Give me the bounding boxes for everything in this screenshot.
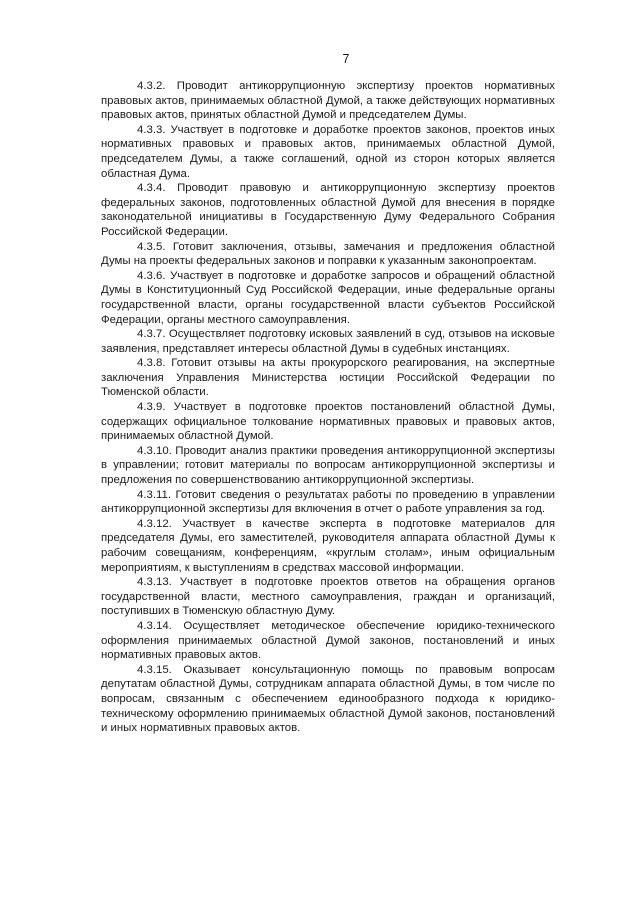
paragraph: 4.3.8. Готовит отзывы на акты прокурорского реагирования, на экспертные заключения Управления Министерства юстиции Российской Федерации по Тюменской области. xyxy=(101,357,555,399)
paragraph: 4.3.10. Проводит анализ практики проведения антикоррупционной экспертизы в управлении; готовит материалы по вопросам антикоррупционной экспертизы и предложения по совершенствованию антикоррупционной экспертизы. xyxy=(101,444,555,487)
paragraph: 4.3.2. Проводит антикоррупционную экспертизу проектов нормативных правовых актов, принимаемых областной Думой, а также действующих нормативных правовых актов, принятых областной Думой и председателем Думы. xyxy=(101,80,555,122)
paragraph: 4.3.11. Готовит сведения о результатах работы по проведению в управлении антикоррупционной экспертизы для включения в отчет о работе управления за год. xyxy=(101,488,555,516)
paragraph: 4.3.12. Участвует в качестве эксперта в подготовке материалов для председателя Думы, его заместителей, руководителя аппарата областной Думы к рабочим совещаниям, конференциям, «круглым столам», иным официальным мероприятиям, к выступлениям в средствах массовой информации. xyxy=(101,517,555,574)
paragraph: 4.3.6. Участвует в подготовке и доработке запросов и обращений областной Думы в Конституционный Суд Российской Федерации, иные федеральные органы государственной власти, органы государственной власти субъектов Российской Федерации, органы местного самоуправления. xyxy=(101,269,555,326)
paragraph: 4.3.3. Участвует в подготовке и доработке проектов законов, проектов иных нормативных правовых и правовых актов, принимаемых областной Думой, председателем Думы, а также соглашений, одной из сторон которых является областная Дума. xyxy=(101,123,555,180)
paragraph: 4.3.4. Проводит правовую и антикоррупционную экспертизу проектов федеральных законов, подготовленных областной Думой для внесения в порядке законодательной инициативы в Государственную Думу Федерального Собрания Российской Федерации. xyxy=(101,182,555,238)
document-body xyxy=(101,79,555,736)
paragraph: 4.3.9. Участвует в подготовке проектов постановлений областной Думы, содержащих официальное толкование нормативных правовых и правовых актов, принимаемых областной Думой. xyxy=(101,401,555,443)
paragraph: 4.3.14. Осуществляет методическое обеспечение юридико-технического оформления принимаемых областной Думой законов, постановлений и иных нормативных правовых актов. xyxy=(101,619,555,662)
paragraph: 4.3.5. Готовит заключения, отзывы, замечания и предложения областной Думы на проекты федеральных законов и поправки к указанным законопроектам. xyxy=(101,240,555,268)
paragraph: 4.3.13. Участвует в подготовке проектов ответов на обращения органов государственной власти, местного самоуправления, граждан и организаций, поступивших в Тюменскую областную Думу. xyxy=(101,576,555,618)
paragraph: 4.3.7. Осуществляет подготовку исковых заявлений в суд, отзывов на исковые заявления, представляет интересы областной Думы в судебных инстанциях. xyxy=(101,328,555,355)
paragraph: 4.3.15. Оказывает консультационную помощь по правовым вопросам депутатам областной Думы, сотрудникам аппарата областной Думы, в том числе по вопросам, связанным с обеспечением единообразного подхода к юридико-техническому оформлению принимаемых областной Думой законов, постановлений и иных нормативных правовых актов. xyxy=(101,663,555,735)
page-number: 7 xyxy=(342,52,350,66)
